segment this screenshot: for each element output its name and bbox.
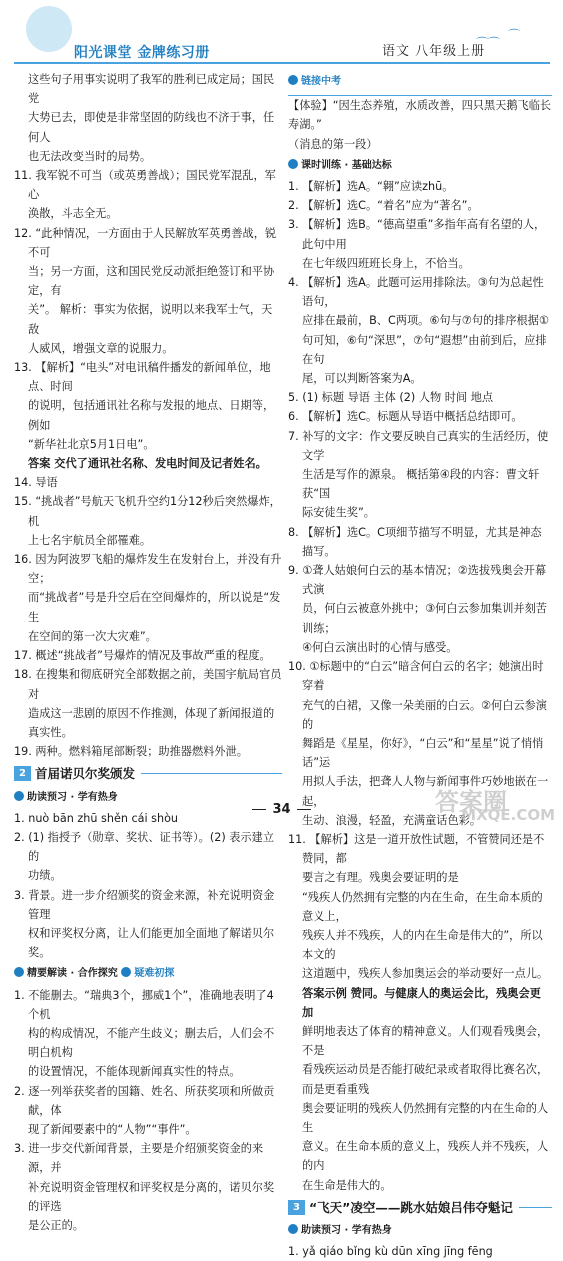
text-line: 际安徒生奖”。 [302,506,375,520]
text-line: 充气的白裙，又像一朵美丽的白云。②何白云参演的 [302,698,547,731]
tag-icon [121,967,131,977]
tag-training [288,156,392,175]
answer-r8: 8. 【解析】选C。C项细节描写不明显，尤其是神态描写。 [288,525,542,558]
answer-r2: 2. 【解析】选C。“着名”应为“著名”。 [288,199,479,213]
text-line: 看残疾运动员是否能打破纪录或者取得比赛名次，而是更看重残 [302,1063,549,1096]
tag-label: 助读预习 · 学有热身 [301,1224,392,1236]
section-header-3 [288,1198,552,1217]
text-line: 句可知，⑥句“深思”，⑦句“遐想”由前到后，应排在句 [302,333,547,366]
text-line: 权和评奖权分离，让人们能更加全面地了解诺贝尔奖。 [28,926,275,960]
tag-label: 疑难初探 [134,968,175,980]
explore-3: 3. 进一步交代新闻背景，主要是介绍颁奖资金的来源，并 [14,1142,264,1175]
text-line: 员，何白云被意外挑中；③何白云参加集训并刻苦训练； [302,602,547,635]
brand-title: 阳光课堂 金牌练习册 [74,45,210,61]
text-line: “新华社北京5月1日电”。 [28,437,155,451]
text-line: 造成这一悲剧的原因不作推测，体现了新闻报道的真实性。 [28,706,275,739]
answer-r9: 9. ①聋人姑娘何白云的基本情况；②选拔残奥会开幕式演 [288,564,547,597]
text-line: 上七名宇航员全部罹难。 [28,533,152,547]
text-line: 的设置情况，不能体现新闻真实性的特点。 [28,1065,241,1079]
section-rule [141,773,282,774]
text-line: 关”。 解析：事实为依据，说明以来我军士气，天敌 [28,303,273,336]
tag-label: 课时训练 · 基础达标 [301,159,392,171]
explore-2: 2. 逐一列举获奖者的国籍、姓名、所获奖项和所做贡献，体 [14,1084,275,1117]
text-line: 当；另一方面，这和国民党反动派拒绝签订和平协定，有 [28,265,275,298]
answer-r1: 1. 【解析】选A。“翱”应读zhū。 [288,180,454,194]
text-line: 现了新闻要素中的“人物”“事件”。 [28,1122,197,1136]
tag-label: 精要解读 · 合作探究 [27,968,118,980]
text-line: 奥会要证明的残疾人仍然拥有完整的内在生命的人生 [302,1101,549,1134]
answer-18: 18. 在搜集和彻底研究全部数据之前，美国宇航局官员对 [14,668,282,701]
text-line: 涣散，斗志全无。 [28,207,118,221]
tag-icon [288,159,298,169]
text-line: 意义。在生命本质的意义上，残疾人并不残疾，人的内 [302,1140,549,1173]
text-line: 构的构成情况，不能产生歧义；删去后，人们会不明白机构 [28,1026,275,1060]
tag-label: 助读预习 · 学有热身 [27,791,118,803]
text-line: 要言之有理。残奥会要证明的是 [302,871,459,885]
answer-example: 答案示例 赞同。与健康人的奥运会比，残奥会更加 [302,986,541,1019]
watermark-logo [435,782,555,826]
mascot-icon [26,6,72,52]
text-line: “残疾人仍然拥有完整的内在生命，在生命本质的意义上， [302,890,543,923]
book-subject: 语文 八年级上册 [382,44,486,59]
text-line: 这道题中，残疾人参加奥运会的举动要好一点儿。 [302,967,549,981]
text-line: 鲜明地表达了体育的精神意义。人们观看残奥会，不是 [302,1024,549,1058]
section-header-2 [14,764,282,783]
answer-19: 19. 两种。燃料箱尾部断裂；助推器燃料外泄。 [14,745,248,759]
text-line: （消息的第一段） [288,137,378,151]
bird-icon: ⌒⌒ [476,36,501,50]
answer-14: 14. 导语 [14,476,58,490]
text-line: 在空间的第一次大灾难”。 [28,629,157,643]
text-line: 也无法改变当时的局势。 [28,149,152,163]
section-rule [519,1207,552,1208]
tag-preview [288,1221,392,1240]
bird-icon: ⌒ [508,28,521,42]
answer-16: 16. 因为阿波罗飞船的爆炸发生在发射台上，并没有升空； [14,553,282,586]
right-column [288,70,552,1261]
section-number: 3 [288,1200,305,1215]
text-line: ④何白云演出时的心情与感受。 [302,640,458,654]
answer-15: 15. “挑战者”号航天飞机升空约1分12秒后突然爆炸，机 [14,495,281,528]
answer-r11: 11. 【解析】这是一道开放性试题，不管赞同还是不赞同，都 [288,832,545,866]
tag-reading [14,964,118,983]
tag-link-exam [288,72,341,91]
tag-icon [288,1224,298,1234]
answer-2: 2. (1) 指授予（勋章、奖状、证书等）。(2) 表示建立的 [14,830,275,864]
text-line: 【体验】“因生态养殖，水质改善，四只黑天鹅飞临长寿湖。” [288,99,552,132]
answer-line: 答案 交代了通讯社名称、发电时间及记者姓名。 [28,457,267,471]
text-line: 在生命是伟大的。 [302,1178,392,1192]
answer-r7: 7. 补写的文字：作文要反映自己真实的生活经历，使文学 [288,429,549,462]
text-line: 而“挑战者”号是升空后在空间爆炸的，所以说是“发生 [28,591,281,624]
text-line: 补充说明资金管理权和评奖权是分离的，诺贝尔奖的评选 [28,1180,275,1213]
watermark-url: MXQE.COM [461,806,555,824]
pinyin-line: 1. nuò bān zhū shěn cái shòu [14,811,178,825]
text-line: 的说明，包括通讯社名称与发报的地点、日期等，例如 [28,399,275,432]
answer-r6: 6. 【解析】选C。标题从导语中概括总结即可。 [288,410,523,424]
text-line: 生动、浪漫，轻盈，充满童话色彩。 [302,813,482,827]
section-number: 2 [14,766,31,781]
text-line: 在七年级四班班长身上，不恰当。 [302,256,470,270]
answer-17: 17. 概述“挑战者”号爆炸的情况及事故严重的程度。 [14,649,271,663]
text-line: 大势已去，即使是非常坚固的防线也不济于事，任何人 [28,111,275,144]
text-line: 是公正的。 [28,1218,84,1232]
answer-12: 12. “此种情况，一方面由于人民解放军英勇善战，锐不可 [14,226,277,259]
answer-13: 13. 【解析】“电头”对电讯稿件播发的新闻单位，地点、时间 [14,361,271,394]
page-number: 34 [0,802,563,817]
answer-r5: 5. (1) 标题 导语 主体 (2) 人物 时间 地点 [288,391,494,405]
page-header [0,0,563,76]
left-column [14,70,282,1235]
text-line: 功绩。 [28,869,62,883]
header-rule [14,62,550,64]
pinyin-line: 1. yǎ qiáo bǐng kù dūn xīng jīng fēng [288,1245,493,1259]
text-line: 生活是写作的源泉。 概括第④段的内容：曹文轩获“国 [302,468,540,501]
tag-icon [14,967,24,977]
explore-1: 1. 不能删去。“瑞典3个，挪威1个”，准确地表明了4个机 [14,988,274,1021]
section-title: “飞天”凌空——跳水姑娘吕伟夺魁记 [308,1199,513,1215]
text-line: 人威风，增强文章的说服力。 [28,341,174,355]
text-line: 残疾人并不残疾，人的内在生命是伟大的”，所以本文的 [302,928,543,962]
answer-11: 11. 我军锐不可当（或英勇善战）；国民党军混乱，军心 [14,169,276,202]
experience-box [288,95,552,154]
tag-label: 链接中考 [301,76,341,87]
answer-r10: 10. ①标题中的“白云”暗含何白云的名字；她演出时穿着 [288,660,544,693]
text-line: 应排在最前，B、C两项。⑥句与⑦句的排序根据① [302,314,549,328]
text-line: 用拟人手法，把聋人人物与新闻事件巧妙地嵌在一起， [302,775,549,808]
tag-difficulty [121,964,174,983]
text-line: 尾，可以判断答案为A。 [302,372,422,386]
answer-3: 3. 背景。进一步介绍颁奖的资金来源，补充说明资金管理 [14,888,275,921]
tag-icon [288,75,298,85]
section-title: 首届诺贝尔奖颁发 [34,766,135,782]
text-line: 舞蹈是《星星，你好》，“白云”和“星星”说了悄悄话”运 [302,736,544,770]
answer-r3: 3. 【解析】选B。“德高望重”多指年高有名望的人，此句中用 [288,218,546,251]
watermark-text: 答案圈 [435,788,507,816]
text-line: 这些句子用事实说明了我军的胜利已成定局；国民党 [28,73,275,106]
answer-r4: 4. 【解析】选A。此题可运用排除法。③句为总起性语句， [288,276,544,309]
tag-icon [14,791,24,801]
